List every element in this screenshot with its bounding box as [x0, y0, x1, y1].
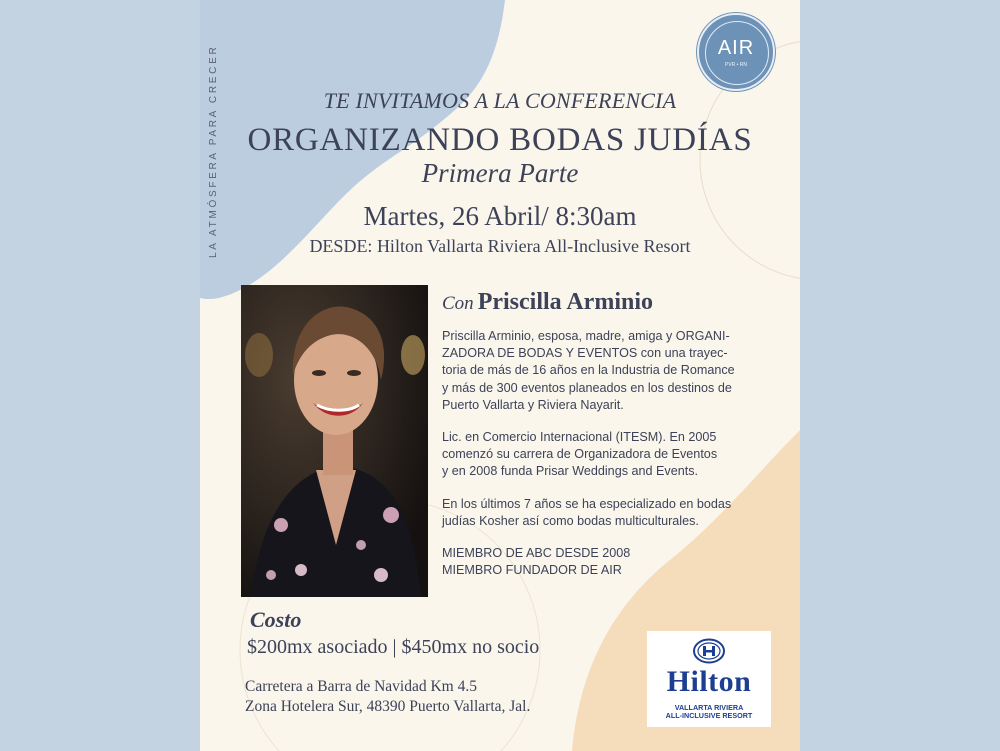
invite-line: TE INVITAMOS A LA CONFERENCIA: [323, 88, 677, 113]
bio-line: toria de más de 16 años en la Industria de Romance: [442, 363, 735, 378]
bio-paragraph: [442, 496, 787, 530]
speaker-bio: [442, 328, 787, 594]
conference-title: ORGANIZANDO BODAS JUDÍAS: [247, 122, 753, 158]
hilton-subtitle: ALL-INCLUSIVE RESORT: [665, 711, 753, 720]
bio-line: judías Kosher así como bodas multiculturales.: [442, 513, 699, 528]
bio-line: comenzó su carrera de Organizadora de Eventos: [442, 447, 718, 462]
address-line: Carretera a Barra de Navidad Km 4.5: [245, 678, 477, 695]
bio-line: Lic. en Comercio Internacional (ITESM). En 2005: [442, 430, 717, 445]
air-seal-logo: [697, 13, 775, 91]
cost-label: Costo: [250, 607, 302, 632]
cost-prices: $200mx asociado | $450mx no socio: [247, 636, 540, 658]
conference-subtitle: Primera Parte: [421, 158, 579, 188]
bio-line: MIEMBRO FUNDADOR DE AIR: [442, 563, 622, 578]
hilton-emblem-icon: [693, 638, 725, 664]
bio-paragraph: [442, 328, 787, 414]
bio-paragraph: [442, 429, 787, 481]
hilton-subtitle: VALLARTA RIVIERA: [674, 703, 744, 712]
speaker-prefix: Con: [442, 293, 474, 314]
bio-paragraph: [442, 545, 787, 579]
bio-line: y más de 300 eventos planeados en los destinos de: [442, 380, 732, 395]
address-line: Zona Hotelera Sur, 48390 Puerto Vallarta, Jal.: [245, 698, 531, 715]
bio-line: MIEMBRO DE ABC DESDE 2008: [442, 546, 631, 561]
venue-address: [245, 677, 530, 717]
seal-title: AIR: [717, 37, 755, 59]
seal-small-text: PVR • RN: [724, 62, 748, 68]
bio-line: ZADORA DE BODAS Y EVENTOS con una trayec-: [442, 346, 728, 361]
bio-line: Puerto Vallarta y Riviera Nayarit.: [442, 397, 624, 412]
event-venue: DESDE: Hilton Vallarta Riviera All-Inclusive Resort: [309, 236, 691, 256]
speaker-name: Priscilla Arminio: [477, 289, 653, 315]
flyer: [200, 0, 800, 751]
event-date: Martes, 26 Abril/ 8:30am: [363, 201, 637, 231]
speaker-heading: [442, 289, 653, 316]
tagline-vertical: LA ATMÓSFERA PARA CRECER: [208, 44, 219, 258]
bio-line: En los últimos 7 años se ha especializado en bodas: [442, 496, 732, 511]
bio-line: y en 2008 funda Prisar Weddings and Events.: [442, 464, 699, 479]
hilton-logo: [647, 631, 771, 727]
hilton-wordmark: Hilton: [666, 665, 752, 698]
bio-line: Priscilla Arminio, esposa, madre, amiga y ORGANI-: [442, 329, 730, 343]
speaker-photo: [241, 285, 428, 597]
